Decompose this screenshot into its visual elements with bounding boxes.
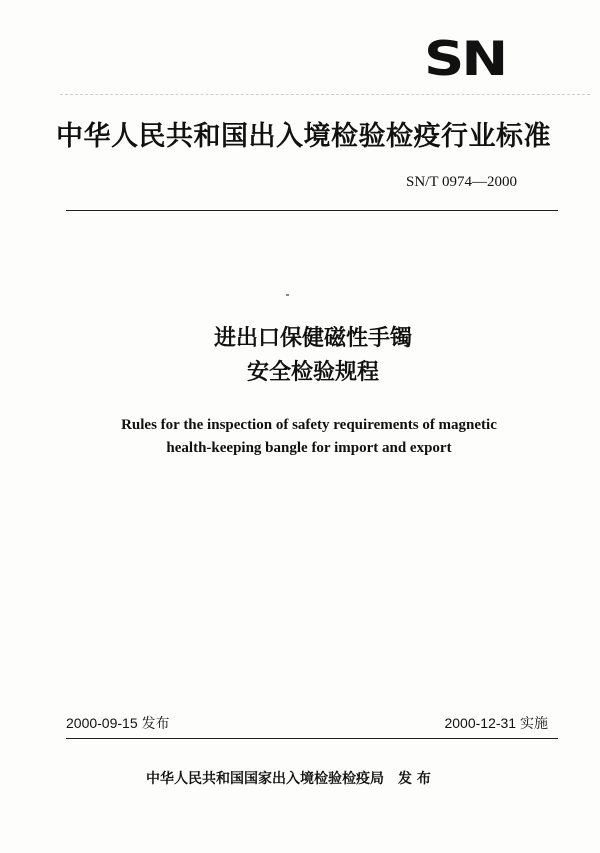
standard-code: SN/T 0974—2000 — [406, 174, 517, 190]
chinese-title-line-2: 安全检验规程 — [246, 360, 379, 385]
scan-speck — [286, 294, 289, 296]
english-title-line-2: health-keeping bangle for import and export — [166, 440, 452, 456]
implementation-date: 2000-12-31 实施 — [444, 715, 548, 731]
issuer-name: 中华人民共和国国家出入境检验检疫局 — [146, 771, 384, 787]
english-title — [0, 414, 600, 460]
sn-logo: SN — [424, 31, 506, 87]
chinese-title-line-1: 进出口保健磁性手镯 — [213, 326, 412, 351]
issue-date: 2000-09-15 发布 — [66, 715, 170, 731]
bottom-divider — [66, 738, 558, 739]
header-dotted-divider — [60, 94, 590, 95]
standard-category-title: 中华人民共和国出入境检验检疫行业标准 — [56, 121, 551, 152]
issue-action: 发 布 — [398, 771, 431, 787]
english-title-line-1: Rules for the inspection of safety requirements of magnetic — [121, 417, 497, 433]
issuing-authority — [146, 768, 431, 788]
chinese-title — [0, 322, 600, 390]
top-divider — [66, 210, 558, 211]
